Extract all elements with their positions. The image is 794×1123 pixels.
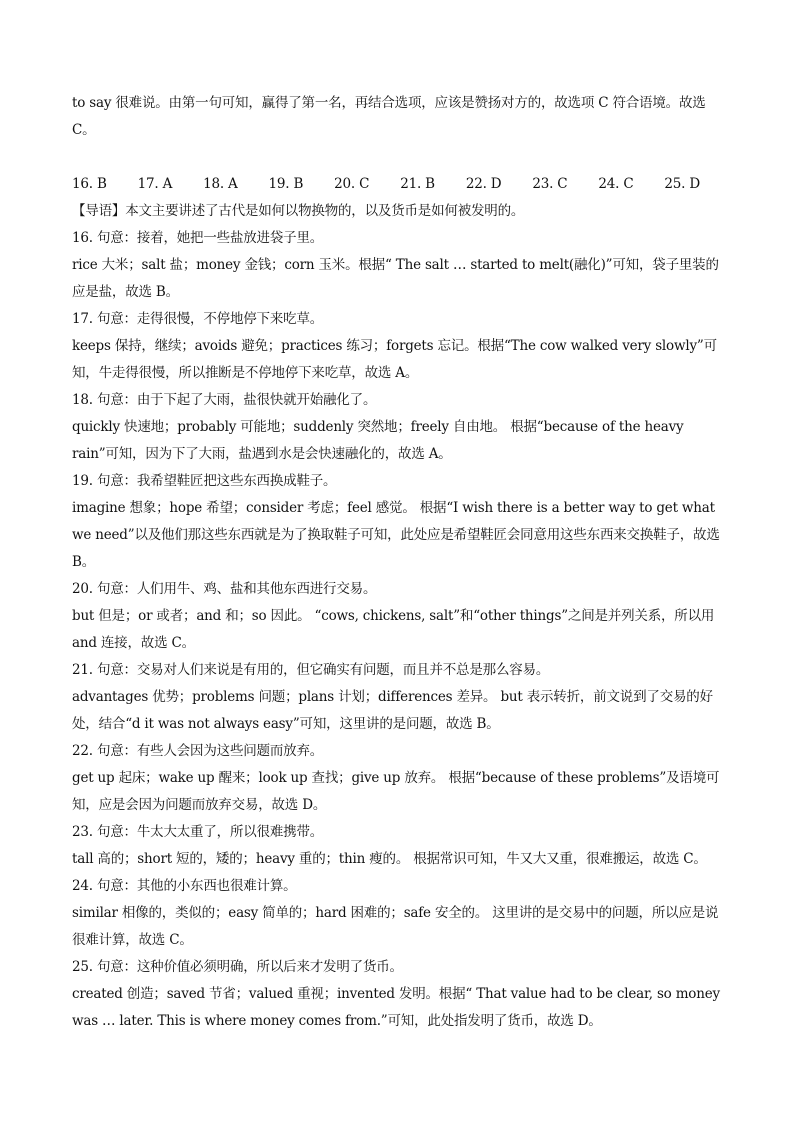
question-analysis: get up 起床；wake up 醒来；look up 查找；give up 放弃。 根据“because of these problems”及语境可知，应是会因为问题而放弃交易，故选 D。 (72, 770, 720, 813)
question-meaning: 18. 句意：由于下起了大雨，盐很快就开始融化了。 (72, 392, 377, 408)
question-19 (72, 468, 722, 576)
question-16 (72, 225, 722, 306)
guide-text: 【导语】本文主要讲述了古代是如何以物换物的，以及货币是如何被发明的。 (72, 203, 525, 219)
question-analysis: similar 相像的，类似的；easy 简单的；hard 困难的；safe 安全的。 这里讲的是交易中的问题，所以应是说很难计算，故选 C。 (72, 905, 719, 948)
answer-19: 19. B (268, 176, 304, 192)
answer-16: 16. B (72, 176, 107, 192)
question-24 (72, 873, 722, 954)
question-analysis: quickly 快速地；probably 可能地；suddenly 突然地；freely 自由地。 根据“because of the heavy rain”可知，因为下了大雨，盐遇到水是会快速融化的，故选 A。 (72, 419, 684, 462)
answer-20: 20. C (334, 176, 370, 192)
question-meaning: 16. 句意：接着，她把一些盐放进袋子里。 (72, 230, 324, 246)
question-meaning: 23. 句意：牛太大太重了，所以很难携带。 (72, 824, 324, 840)
question-meaning: 25. 句意：这种价值必须明确，所以后来才发明了货币。 (72, 959, 403, 975)
question-meaning: 17. 句意：走得很慢，不停地停下来吃草。 (72, 311, 324, 327)
question-meaning: 19. 句意：我希望鞋匠把这些东西换成鞋子。 (72, 473, 337, 489)
question-20 (72, 576, 722, 657)
question-analysis: created 创造；saved 节省；valued 重视；invented 发明。根据“ That value had to be clear, so money was … later. This is where money comes from.”可知，此处指发明了货币，故选 D。 (72, 986, 720, 1029)
question-analysis: keeps 保持，继续；avoids 避免；practices 练习；forgets 忘记。根据“The cow walked very slowly”可知，牛走得很慢，所以推断是不停地停下来吃草，故选 A。 (72, 338, 717, 381)
question-analysis: advantages 优势；problems 问题；plans 计划；differences 差异。 but 表示转折，前文说到了交易的好处，结合“d it was not always easy”可知，这里讲的是问题，故选 B。 (72, 689, 713, 732)
question-analysis: imagine 想象；hope 希望；consider 考虑；feel 感觉。 根据“I wish there is a better way to get what we need”以及他们那这些东西就是为了换取鞋子可知，此处应是希望鞋匠会同意用这些东西来交换鞋子，故选 B。 (72, 500, 720, 570)
answer-key-row (72, 171, 700, 198)
question-23 (72, 819, 722, 873)
answer-23: 23. C (532, 176, 568, 192)
question-meaning: 24. 句意：其他的小东西也很难计算。 (72, 878, 297, 894)
answer-25: 25. D (664, 176, 700, 192)
answer-17: 17. A (137, 176, 173, 192)
question-18 (72, 387, 722, 468)
question-meaning: 21. 句意：交易对人们来说是有用的，但它确实有问题，而且并不总是那么容易。 (72, 662, 550, 678)
question-analysis: rice 大米；salt 盐；money 金钱；corn 玉米。根据“ The salt … started to melt(融化)”可知，袋子里装的应是盐，故选 B。 (72, 257, 719, 300)
question-analysis: tall 高的；short 短的，矮的；heavy 重的；thin 瘦的。 根据常识可知，牛又大又重，很难搬运，故选 C。 (72, 851, 707, 867)
answer-24: 24. C (598, 176, 634, 192)
question-25 (72, 954, 722, 1035)
question-22 (72, 738, 722, 819)
intro-continuation: to say 很难说。由第一句可知，赢得了第一名，再结合选项，应该是赞扬对方的，故选项 C 符合语境。故选 C。 (72, 95, 706, 138)
answer-21: 21. B (400, 176, 435, 192)
question-meaning: 22. 句意：有些人会因为这些问题而放弃。 (72, 743, 324, 759)
document-body (72, 90, 722, 1035)
answer-18: 18. A (203, 176, 238, 192)
question-21 (72, 657, 722, 738)
question-analysis: but 但是；or 或者；and 和；so 因此。 “cows, chickens, salt”和“other things”之间是并列关系，所以用 and 连接，故选 C。 (72, 608, 715, 651)
answer-22: 22. D (465, 176, 502, 192)
question-meaning: 20. 句意：人们用牛、鸡、盐和其他东西进行交易。 (72, 581, 377, 597)
question-17 (72, 306, 722, 387)
